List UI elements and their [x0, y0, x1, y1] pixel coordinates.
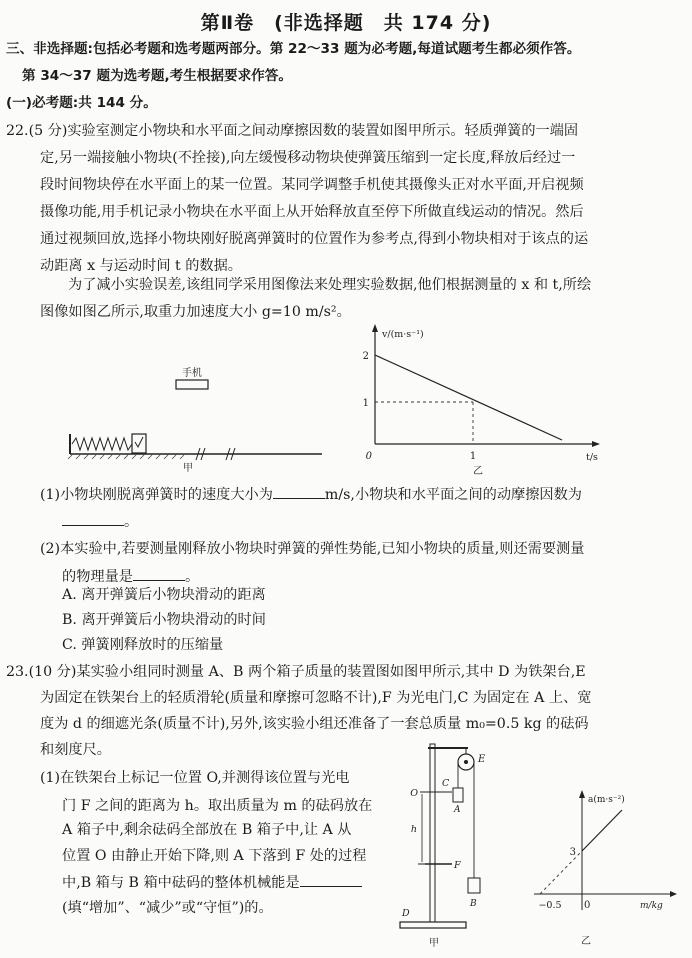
x-tick-1: 1 [469, 451, 477, 462]
answer-blank-speed[interactable] [273, 484, 325, 499]
section-heading: (一)必考题:共 144 分。 [6, 95, 157, 111]
label-h: h [410, 824, 417, 835]
phone-label: 手机 [182, 368, 202, 379]
instructions-line-1: 三、非选择题:包括必考题和选考题两部分。第 22～33 题为必考题,每道试题考生都必须作答。 [6, 41, 581, 57]
instructions-line-2: 第 34～37 题为选考题,考生根据要求作答。 [22, 68, 292, 84]
label-O: O [410, 788, 418, 799]
y-tick-1: 1 [362, 398, 369, 409]
q22-line-4: 摄像功能,用手机记录小物块在水平面上从开始释放直至停下所做直线运动的情况。然后 [40, 204, 584, 220]
m-axis-label: m/kg [640, 901, 663, 911]
label-B: B [470, 899, 477, 909]
q22-figure-jia [60, 362, 330, 472]
q23-line-1: 23.(10 分)某实验小组同时测量 A、B 两个箱子质量的装置图如图甲所示,其中 D 为铁架台,E [6, 664, 586, 680]
v-t-line [375, 355, 562, 440]
q23-x-tick: −0.5 [538, 900, 562, 911]
q23-sub1-line-6: (填“增加”、“减少”或“守恒”)的。 [62, 900, 273, 916]
fig-caption-jia: 甲 [183, 463, 193, 472]
q22-line-2: 定,另一端接触小物块(不拴接),向左缓慢移动物块使弹簧压缩到一定长度,释放后经过一 [40, 150, 576, 166]
answer-blank-quantity[interactable] [133, 566, 185, 581]
answer-blank-energy[interactable] [300, 872, 362, 887]
fig-caption-yi: 乙 [473, 466, 483, 477]
q23-sub1-line-1: (1)在铁架台上标记一位置 O,并测得该位置与光电 [40, 770, 350, 786]
q22-sub1-cont: 。 [62, 511, 138, 532]
q23-sub1-line-4: 位置 O 由静止开始下降,则 A 下落到 F 处的过程 [62, 848, 367, 864]
q23-line-3: 度为 d 的细遮光条(质量不计),另外,该实验小组还准备了一套总质量 m₀=0.5 kg 的砝码 [40, 716, 589, 732]
q23-line-2: 为固定在铁架台上的轻质滑轮(质量和摩擦可忽略不计),F 为光电门,C 为固定在 A 上、宽 [40, 690, 592, 706]
a-m-line [582, 810, 622, 851]
option-a: A. 离开弹簧后小物块滑动的距离 [62, 587, 266, 603]
q23-origin: 0 [584, 900, 591, 911]
answer-blank-mu[interactable] [62, 511, 124, 526]
q22-sub2-cont: 的物理量是 。 [62, 566, 199, 587]
label-F: F [454, 860, 461, 871]
q22-line-1: 22.(5 分)实验室测定小物块和水平面之间动摩擦因数的装置如图甲所示。轻质弹簧的一端固 [6, 123, 579, 139]
origin-label: 0 [365, 451, 372, 462]
y-tick-2: 2 [362, 351, 369, 362]
q22-line-7: 为了减小实验误差,该组同学采用图像法来处理实验数据,他们根据测量的 x 和 t,所绘 [68, 277, 592, 293]
q22-figure-yi [350, 322, 610, 482]
q22-line-8: 图像如图乙所示,取重力加速度大小 g=10 m/s²。 [40, 304, 351, 320]
q22-line-3: 段时间物块停在水平面上的某一位置。某同学调整手机使其摄像头正对水平面,开启视频 [40, 177, 584, 193]
label-A: A [454, 805, 461, 815]
option-c: C. 弹簧刚释放时的压缩量 [62, 637, 224, 653]
q23-fig-caption-yi: 乙 [581, 936, 591, 947]
q22-line-6: 动距离 x 与运动时间 t 的数据。 [40, 258, 242, 274]
option-b: B. 离开弹簧后小物块滑动的时间 [62, 612, 266, 628]
label-C: C [442, 778, 450, 789]
t-axis-label: t/s [586, 452, 598, 463]
q23-line-4: 和刻度尺。 [40, 742, 111, 758]
q23-sub1-line-5: 中,B 箱与 B 箱中砝码的整体机械能是 [62, 872, 362, 893]
q23-figure-yi [520, 780, 680, 952]
a-axis-label: a(m·s⁻²) [588, 795, 625, 805]
q22-sub1: (1)小物块刚脱离弹簧时的速度大小为 m/s,小物块和水平面之间的动摩擦因数为 [40, 484, 582, 505]
q23-sub1-line-3: A 箱子中,剩余砝码全部放在 B 箱子中,让 A 从 [62, 822, 352, 838]
label-E: E [478, 754, 486, 765]
q22-line-5: 通过视频回放,选择小物块刚好脱离弹簧时的位置作为参考点,得到小物块相对于该点的运 [40, 231, 589, 247]
q23-y-tick-3: 3 [569, 847, 576, 858]
q23-fig-caption-jia: 甲 [429, 938, 439, 949]
q23-figure-jia [390, 740, 510, 952]
page-title: 第Ⅱ卷 (非选择题 共 174 分) [200, 12, 492, 34]
v-axis-label: v/(m·s⁻¹) [382, 329, 424, 340]
q23-sub1-line-2: 门 F 之间的距离为 h。取出质量为 m 的砝码放在 [62, 798, 373, 814]
q22-sub2: (2)本实验中,若要测量刚释放小物块时弹簧的弹性势能,已知小物块的质量,则还需要测量 [40, 541, 585, 557]
label-D: D [402, 908, 410, 919]
